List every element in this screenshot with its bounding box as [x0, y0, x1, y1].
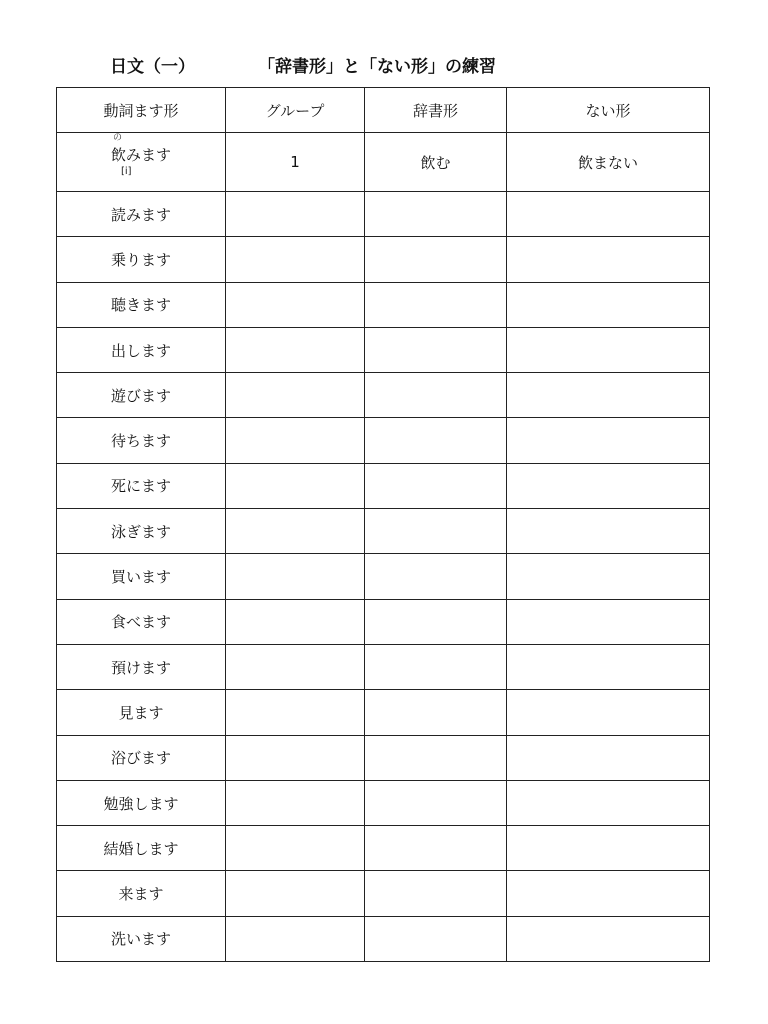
- table-row: [57, 690, 710, 735]
- nai-answer-cell[interactable]: [507, 327, 710, 372]
- masu-form-cell: 勉強します: [57, 780, 226, 825]
- dictionary-answer-cell[interactable]: [365, 826, 507, 871]
- table-row: [57, 327, 710, 372]
- nai-answer-cell[interactable]: [507, 690, 710, 735]
- masu-form-cell: 聴きます: [57, 282, 226, 327]
- table-row: [57, 192, 710, 237]
- masu-form-cell: 浴びます: [57, 735, 226, 780]
- dictionary-answer-cell[interactable]: [365, 780, 507, 825]
- dictionary-answer-cell[interactable]: [365, 644, 507, 689]
- table-row: [57, 644, 710, 689]
- group-answer-cell[interactable]: [226, 644, 365, 689]
- masu-form-cell: 結婚します: [57, 826, 226, 871]
- nai-answer-cell[interactable]: [507, 735, 710, 780]
- nai-answer-cell[interactable]: [507, 282, 710, 327]
- nai-answer-cell[interactable]: [507, 509, 710, 554]
- masu-form-cell: 遊びます: [57, 373, 226, 418]
- group-answer-cell[interactable]: [226, 599, 365, 644]
- nai-answer-cell[interactable]: [507, 192, 710, 237]
- column-header-group: グループ: [226, 88, 365, 133]
- conjugation-table: [56, 87, 710, 962]
- example-furigana: の: [112, 133, 122, 143]
- dictionary-answer-cell[interactable]: [365, 237, 507, 282]
- nai-answer-cell[interactable]: [507, 644, 710, 689]
- nai-answer-cell[interactable]: [507, 237, 710, 282]
- group-answer-cell[interactable]: [226, 282, 365, 327]
- group-answer-cell[interactable]: [226, 690, 365, 735]
- masu-form-cell: 泳ぎます: [57, 509, 226, 554]
- dictionary-answer-cell[interactable]: [365, 735, 507, 780]
- nai-answer-cell[interactable]: [507, 418, 710, 463]
- table-body: [57, 133, 710, 962]
- nai-answer-cell[interactable]: [507, 554, 710, 599]
- dictionary-answer-cell[interactable]: [365, 916, 507, 961]
- table-row: [57, 916, 710, 961]
- column-header-nai-form: ない形: [507, 88, 710, 133]
- dictionary-answer-cell[interactable]: [365, 599, 507, 644]
- table-row: [57, 282, 710, 327]
- group-answer-cell[interactable]: [226, 826, 365, 871]
- example-dictionary-cell: 飲む: [365, 133, 507, 192]
- table-row: [57, 373, 710, 418]
- nai-answer-cell[interactable]: [507, 780, 710, 825]
- worksheet-header: [0, 52, 768, 82]
- dictionary-answer-cell[interactable]: [365, 509, 507, 554]
- example-accent-mark: [i]: [120, 166, 132, 177]
- table-row: [57, 599, 710, 644]
- group-answer-cell[interactable]: [226, 780, 365, 825]
- dictionary-answer-cell[interactable]: [365, 373, 507, 418]
- group-answer-cell[interactable]: [226, 192, 365, 237]
- example-masu-text: 飲みます: [110, 146, 171, 164]
- group-answer-cell[interactable]: [226, 509, 365, 554]
- table-row: [57, 735, 710, 780]
- table-row: [57, 871, 710, 916]
- group-answer-cell[interactable]: [226, 554, 365, 599]
- masu-form-cell: 待ちます: [57, 418, 226, 463]
- masu-form-cell: 買います: [57, 554, 226, 599]
- nai-answer-cell[interactable]: [507, 916, 710, 961]
- group-answer-cell[interactable]: [226, 735, 365, 780]
- table-row: [57, 826, 710, 871]
- dictionary-answer-cell[interactable]: [365, 871, 507, 916]
- dictionary-answer-cell[interactable]: [365, 690, 507, 735]
- nai-answer-cell[interactable]: [507, 826, 710, 871]
- example-nai-cell: 飲まない: [507, 133, 710, 192]
- masu-form-cell: 乗ります: [57, 237, 226, 282]
- group-answer-cell[interactable]: [226, 418, 365, 463]
- course-title: 日文（一）: [110, 57, 195, 77]
- table-row: [57, 780, 710, 825]
- table-row: [57, 554, 710, 599]
- group-answer-cell[interactable]: [226, 327, 365, 372]
- masu-form-cell: 見ます: [57, 690, 226, 735]
- dictionary-answer-cell[interactable]: [365, 282, 507, 327]
- dictionary-answer-cell[interactable]: [365, 554, 507, 599]
- column-header-dictionary-form: 辞書形: [365, 88, 507, 133]
- group-answer-cell[interactable]: [226, 871, 365, 916]
- example-row: [57, 133, 710, 192]
- header-row: [57, 88, 710, 133]
- example-group-cell: 1: [226, 133, 365, 192]
- dictionary-answer-cell[interactable]: [365, 418, 507, 463]
- masu-form-cell: 出します: [57, 327, 226, 372]
- worksheet-title: 「辞書形」と「ない形」の練習: [258, 57, 496, 77]
- table-row: [57, 237, 710, 282]
- dictionary-answer-cell[interactable]: [365, 327, 507, 372]
- group-answer-cell[interactable]: [226, 463, 365, 508]
- masu-form-cell: 読みます: [57, 192, 226, 237]
- column-header-masu-form: 動詞ます形: [57, 88, 226, 133]
- table-row: [57, 463, 710, 508]
- nai-answer-cell[interactable]: [507, 599, 710, 644]
- masu-form-cell: 預けます: [57, 644, 226, 689]
- dictionary-answer-cell[interactable]: [365, 463, 507, 508]
- dictionary-answer-cell[interactable]: [365, 192, 507, 237]
- table-row: [57, 418, 710, 463]
- masu-form-cell: 死にます: [57, 463, 226, 508]
- nai-answer-cell[interactable]: [507, 373, 710, 418]
- nai-answer-cell[interactable]: [507, 463, 710, 508]
- example-masu-cell: [57, 133, 226, 192]
- table-row: [57, 509, 710, 554]
- masu-form-cell: 洗います: [57, 916, 226, 961]
- example-masu-wrap: [110, 133, 171, 178]
- group-answer-cell[interactable]: [226, 237, 365, 282]
- masu-form-cell: 食べます: [57, 599, 226, 644]
- group-answer-cell[interactable]: [226, 373, 365, 418]
- nai-answer-cell[interactable]: [507, 871, 710, 916]
- masu-form-cell: 来ます: [57, 871, 226, 916]
- group-answer-cell[interactable]: [226, 916, 365, 961]
